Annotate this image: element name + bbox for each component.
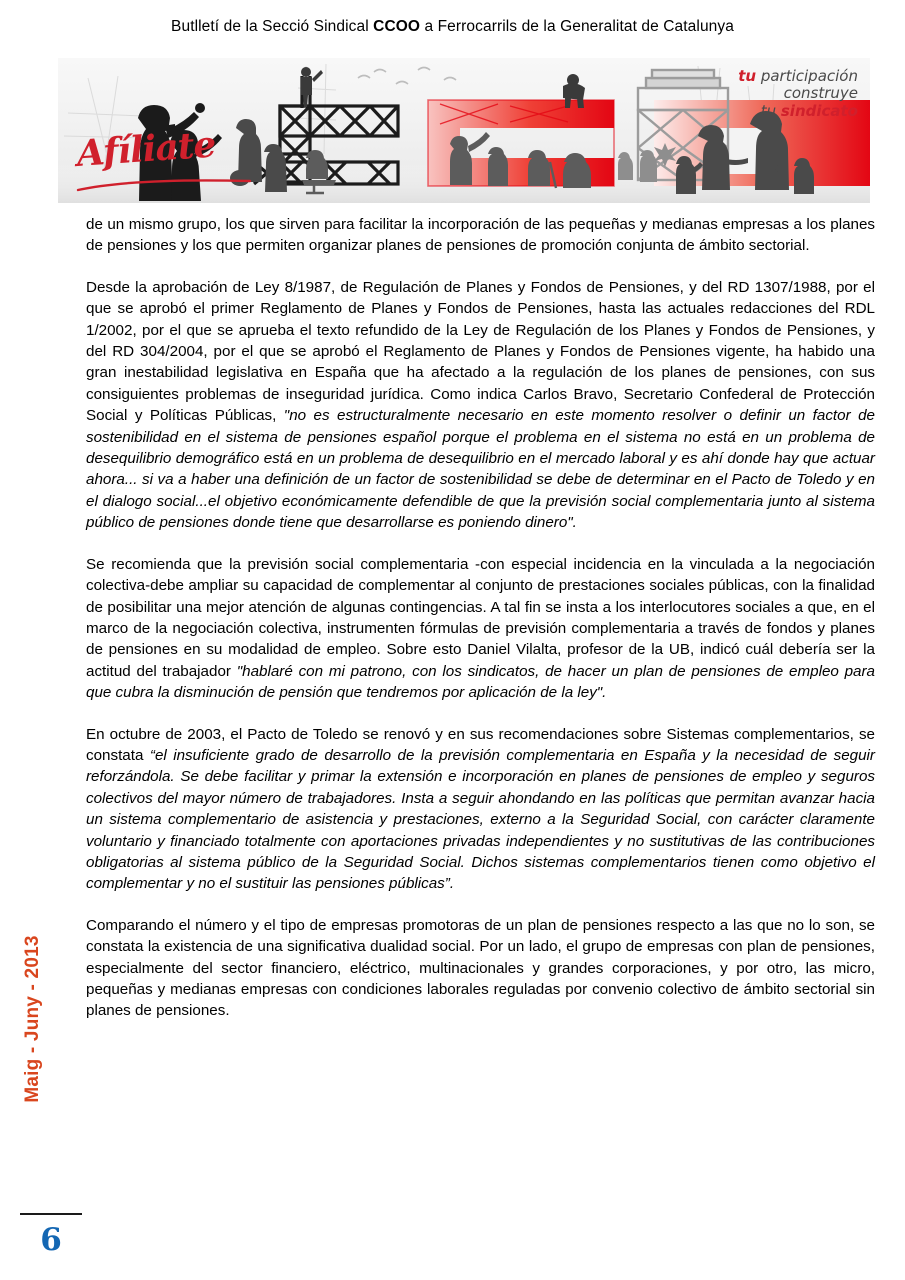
slogan-tu2: tu: [760, 101, 781, 120]
paragraph-5-text: Comparando el número y el tipo de empresas promotoras de un plan de pensiones respecto a las que no lo son, se constata la existencia de una significativa dualidad social. Por un lado, el grupo de empresas con plan de pensiones, especialmente del sector financiero, eléctrico, multinacionales y grandes corporaciones, y por otro, las micro, pequeñas y medianas empresas con condiciones laborales reguladas por convenio colectivo de ámbito sectorial sin planes de pensiones.: [86, 916, 875, 1020]
article-body: [86, 214, 875, 1042]
paragraph-3-quote: "hablaré con mi patrono, con los sindicatos, de hacer un plan de pensiones de empleo para que cubra la disminución de pensión que tendremos por aplicación de la ley".: [86, 662, 876, 702]
paragraph-4-intro: En octubre de 2003, el Pacto de Toledo se renovó y en sus recomendaciones sobre Sistemas complementarios, se constata: [86, 725, 875, 764]
slogan-participacion: participación: [756, 67, 858, 85]
issue-date-label: Maig - Juny - 2013: [22, 935, 43, 1103]
page-title-org: CCOO: [373, 18, 421, 35]
paragraph-4-quote: “el insuficiente grado de desarrollo de la previsión complementaria en España y la necesidad de seguir reforzándola. Se debe facilitar y primar la extensión e incorporación en planes de pensiones de empleo y seguros colectivos del mayor número de trabajadores. Insta a seguir ahondando en las políticas que permitan avanzar hacia un sistema complementario de asistencia y prestaciones, externo a la Seguridad Social, con carácter claramente voluntario y financiado totalmente con aportaciones privadas independientes y no sustitutivas de las contribuciones obligatorias al sistema público de la Seguridad Social. Dichos sistemas complementarios tienen como objetivo el complementar y no el sustituir las pensiones públicas”.: [86, 746, 875, 893]
paragraph-3: [86, 554, 875, 704]
masthead-banner: [58, 58, 870, 203]
page-number-divider: [20, 1213, 82, 1215]
left-rail: [0, 0, 86, 1280]
afiliate-underline-swash: [74, 176, 264, 194]
slogan-accent-sindicato: sindicato: [780, 101, 858, 120]
paragraph-2: [86, 277, 875, 534]
paragraph-2-quote: "no es estructuralmente necesario en este momento resolver o definir un factor de sostenibilidad en el sistema de pensiones español porque el problema en el sistema no está en un problema de desequilibrio demográfico está en un problema de desequilibrio en el mercado laboral y es ahí donde hay que actuar ahora... si va a haber una definición de un factor de sostenibilidad se debe de determinar en el Pacto de Toledo y en el dialogo social...el objetivo económicamente defendible de que la previsión social complementaria junto al sistema público de pensiones donde tiene que desarrollarse es poniendo dinero".: [86, 407, 875, 532]
page-number: 6: [40, 1222, 62, 1258]
afiliate-logo: [75, 123, 278, 198]
afiliate-label: Afíliate: [75, 123, 217, 175]
page-title-suffix: a Ferrocarrils de la Generalitat de Catalunya: [420, 18, 734, 35]
page-title-prefix: Butlletí de la Secció Sindical: [171, 18, 374, 35]
page-title: [0, 18, 905, 36]
slogan-accent-tu: tu: [738, 67, 757, 85]
paragraph-4: [86, 724, 875, 895]
paragraph-5: [86, 915, 875, 1022]
paragraph-1-text: de un mismo grupo, los que sirven para facilitar la incorporación de las pequeñas y medianas empresas a los planes de pensiones y los que permiten organizar planes de pensiones de promoción conjunta de ámbito sectorial.: [86, 216, 875, 255]
slogan-line-3: [738, 103, 858, 120]
slogan-line-1: [738, 68, 858, 85]
paragraph-2-intro: Desde la aprobación de Ley 8/1987, de Regulación de Planes y Fondos de Pensiones, y del RD 1307/1988, por el que se aprobó el primer Reglamento de Planes y Fondos de Pensiones, hasta las actuales redacciones del RDL 1/2002, por el que se aprueba el texto refundido de la Ley de Regulación de los Planes y Fondos de Pensiones, y del RD 304/2004, por el que se aprobó el Reglamento de Planes y Fondos de Pensiones vigente, ha habido una gran inestabilidad legislativa en España que ha afectado a la regulación de los planes de pensiones, con sus consiguientes problemas de inseguridad jurídica. Como indica Carlos Bravo, Secretario Confederal de Protección Social y Políticas Públicas,: [86, 278, 875, 425]
paragraph-3-intro: Se recomienda que la previsión social complementaria -con especial incidencia en la vinculada a la negociación colectiva-debe ampliar su capacidad de complementar al conjunto de prestaciones sociales públicas, con la finalidad de posibilitar una mejor atención de algunas contingencias. A tal fin se insta a los interlocutores sociales a que, en el marco de la negociación colectiva, instrumenten fórmulas de previsión complementaria a través de fondos y planes de pensiones en su modalidad de empleo. Sobre esto Daniel Vilalta, profesor de la UB, indicó cuál debería ser la actitud del trabajador: [86, 555, 875, 680]
slogan-line-2: construye: [783, 84, 858, 103]
banner-slogan: [738, 68, 858, 120]
paragraph-1: [86, 214, 875, 257]
